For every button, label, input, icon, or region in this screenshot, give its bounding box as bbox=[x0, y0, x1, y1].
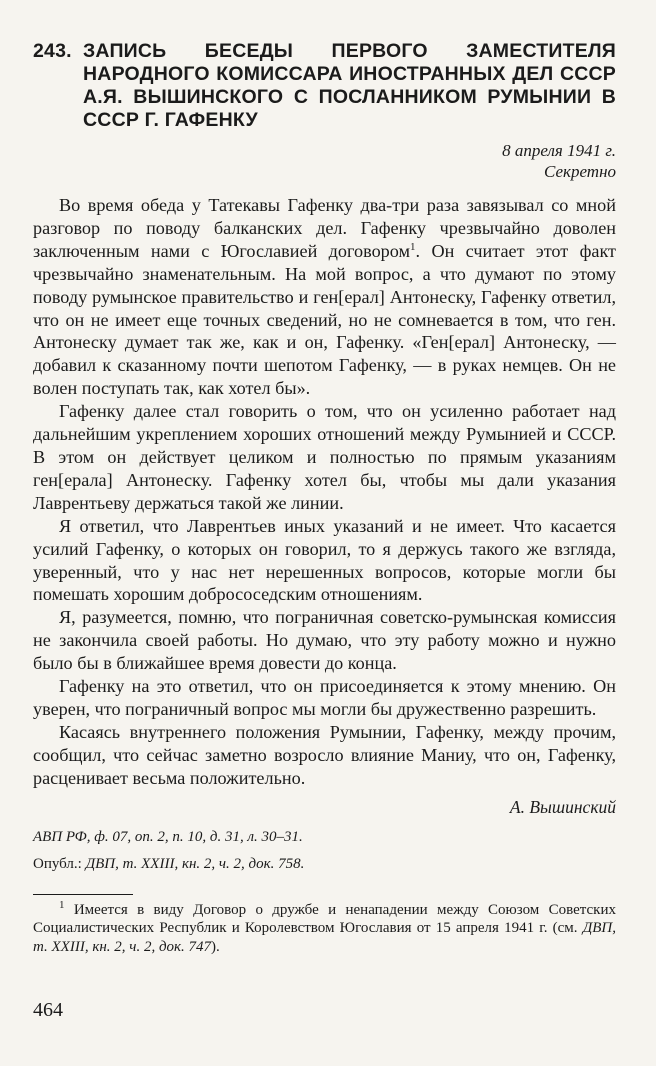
archive-reference: АВП РФ, ф. 07, оп. 2, п. 10, д. 31, л. 30–31. bbox=[33, 828, 303, 845]
paragraph-text: Во время обеда у Татекавы Гафенку два-три раза завязывал со мной разговор по поводу балканских дел. Гафенку чрезвычайно доволен заключенным нами с Югославией договором bbox=[33, 195, 616, 261]
footnote-text-end: ). bbox=[211, 938, 220, 955]
document-heading bbox=[33, 40, 616, 132]
publication-source: ДВП, т. XXIII, кн. 2, ч. 2, док. 758. bbox=[85, 855, 305, 872]
footnote-reference: 1 bbox=[410, 240, 416, 253]
paragraph: Касаясь внутреннего положения Румынии, Гафенку, между прочим, сообщил, что сейчас заметно возросло влияние Маниу, что он, Гафенку, расценивает весьма положительно. bbox=[33, 721, 616, 788]
document-body bbox=[33, 194, 616, 790]
document-date: 8 апреля 1941 г. bbox=[502, 141, 616, 160]
footnote bbox=[33, 898, 616, 957]
paragraph: Гафенку на это ответил, что он присоединяется к этому мнению. Он уверен, что пограничный вопрос мы могли бы дружественно разрешить. bbox=[33, 676, 616, 719]
document-number: 243. bbox=[33, 40, 72, 62]
document-title: ЗАПИСЬ БЕСЕДЫ ПЕРВОГО ЗАМЕСТИТЕЛЯ НАРОДНОГО КОМИССАРА ИНОСТРАННЫХ ДЕЛ СССР А.Я. ВЫШИНСКОГО С ПОСЛАННИКОМ РУМЫНИИ В СССР Г. ГАФЕНКУ bbox=[83, 40, 616, 131]
paragraph: Я, разумеется, помню, что пограничная советско-румынская комиссия не закончила своей работы. Но думаю, что эту работу можно и нужно было бы в ближайшее время довести до конца. bbox=[33, 607, 616, 674]
footnote-mark: 1 bbox=[59, 898, 65, 911]
publication-label: Опубл.: bbox=[33, 855, 82, 872]
paragraph: Я ответил, что Лаврентьев иных указаний и не имеет. Что касается усилий Гафенку, о которых он говорил, то я держусь такого же взгляда, уверенный, что у нас нет нерешенных вопросов, которые могли бы помешать хорошим добрососедским отношениям. bbox=[33, 515, 616, 605]
paragraph: Гафенку далее стал говорить о том, что он усиленно работает над дальнейшим укреплением хороших отношений между Румынией и СССР. В этом он действует целиком и полностью по прямым указаниям ген[ерала] Антонеску. Гафенку хотел бы, чтобы мы дали указания Лаврентьеву держаться такой же линии. bbox=[33, 401, 616, 513]
paragraph bbox=[33, 194, 616, 400]
signature: А. Вышинский bbox=[509, 796, 616, 817]
paragraph-text: . Он считает этот факт чрезвычайно знаменательным. На мой вопрос, а что думают по этому поводу румынское правительство и ген[ерал] Антонеску, Гафенку ответил, что он не имеет еще точных сведений, но не сомневается в том, что ген. Антонеску думает так же, как и он, Гафенку. «Ген[ерал] Антонеску, — добавил к сказанному почти шепотом Гафенку, — в руках немцев. Он не волен поступать так, как хотел бы». bbox=[33, 240, 616, 399]
publication-reference bbox=[33, 855, 616, 874]
footnote-text: Имеется в виду Договор о дружбе и ненападении между Союзом Советских Социалистических Республик и Королевством Югославия от 15 апреля 1941 г. (см. bbox=[33, 901, 616, 937]
page-number: 464 bbox=[33, 999, 63, 1021]
footnote-source: ДВП, т. XXIII, кн. 2, ч. 2, док. 747 bbox=[33, 920, 616, 955]
footnote-divider bbox=[33, 894, 133, 895]
classification-mark: Секретно bbox=[544, 162, 616, 181]
